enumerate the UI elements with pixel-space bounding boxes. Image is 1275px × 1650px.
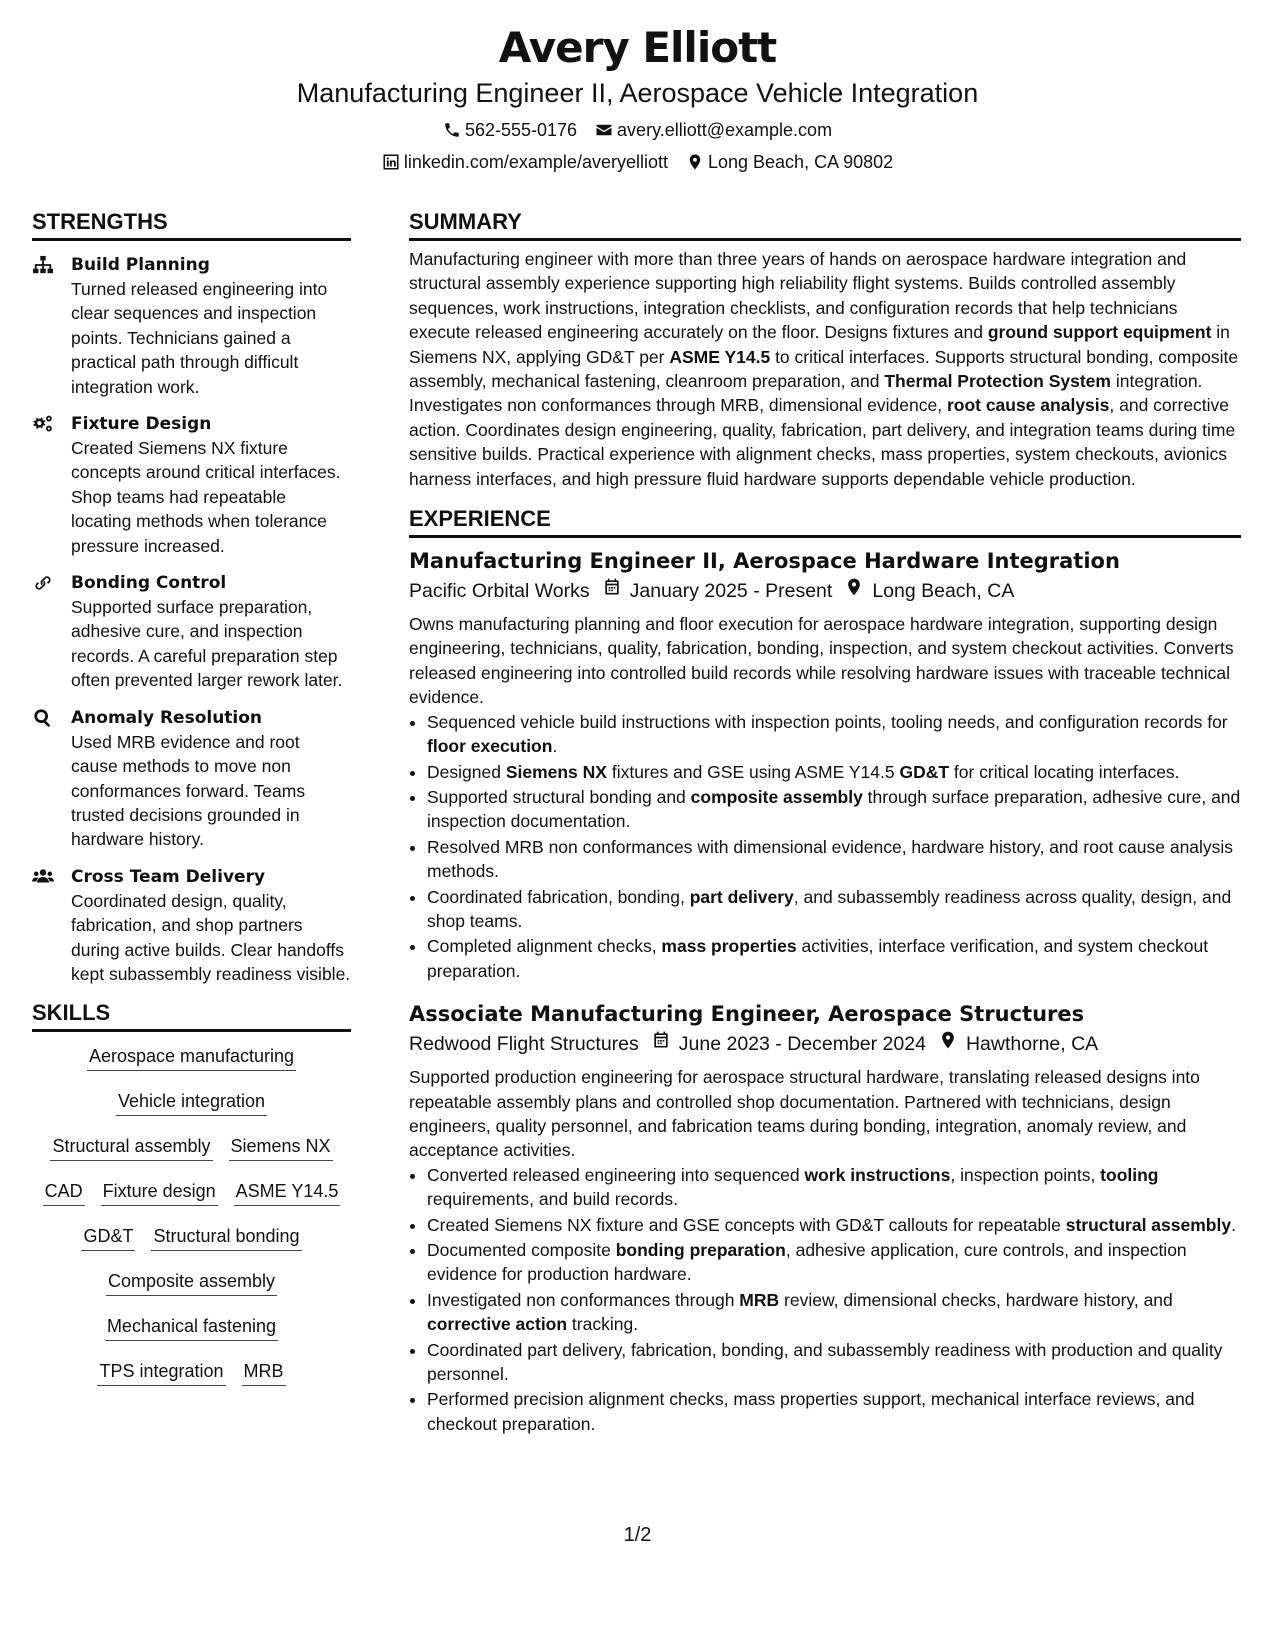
skill-tag: Composite assembly xyxy=(106,1267,277,1296)
contact-line-2 xyxy=(0,150,1275,174)
text-segment: Investigated non conformances through xyxy=(427,1289,740,1310)
job-bullet xyxy=(427,1238,1241,1287)
skill-tag: Fixture design xyxy=(101,1177,218,1206)
strength-heading: Bonding Control xyxy=(71,573,227,594)
location-text: Long Beach, CA 90802 xyxy=(707,152,894,172)
text-segment: Resolved MRB non conformances with dimensional evidence, hardware history, and root cause analysis methods. xyxy=(427,836,1234,882)
page-number: 1/2 xyxy=(623,1524,652,1546)
bold-keyword: corrective action xyxy=(427,1314,568,1335)
strength-heading: Build Planning xyxy=(71,255,210,275)
text-segment: to critical interfaces. Supports structural bonding, composite assembly, mechanical fastening, cleanroom preparation, and xyxy=(409,346,1239,392)
linkedin-url[interactable]: linkedin.com/example/averyelliott xyxy=(403,152,668,172)
text-segment: , adhesive application, cure controls, and inspection evidence for production hardware. xyxy=(427,1240,1187,1285)
job-bullet xyxy=(427,760,1241,784)
skill-tag: CAD xyxy=(43,1177,85,1206)
skill-tag: Mechanical fastening xyxy=(105,1312,278,1341)
bold-keyword: composite assembly xyxy=(690,786,863,807)
strength-text: Turned released engineering into clear sequences and inspection points. Technicians gained a practical path through difficult integration work. xyxy=(71,279,328,397)
job-meta xyxy=(409,1029,1241,1059)
left-column xyxy=(32,208,351,1402)
skill-tag: Structural bonding xyxy=(151,1222,301,1251)
experience-title: EXPERIENCE xyxy=(409,505,1241,538)
text-segment: , inspection points, xyxy=(950,1164,1101,1185)
strength-text: Supported surface preparation, adhesive cure, and inspection records. A careful preparation step often prevented larger rework later. xyxy=(71,597,343,691)
strengths-section xyxy=(32,208,351,986)
job-location: Hawthorne, CA xyxy=(938,1029,1098,1059)
text-segment: in Siemens NX, applying GD&T per xyxy=(409,322,1230,367)
job-bullet xyxy=(427,934,1241,983)
bold-keyword: root cause analysis xyxy=(946,395,1110,416)
strength-heading: Anomaly Resolution xyxy=(71,707,263,728)
skill-row xyxy=(50,1132,332,1177)
text-segment: through surface preparation, adhesive cure, and inspection documentation. xyxy=(427,786,1241,832)
job-title: Associate Manufacturing Engineer, Aerospace Structures xyxy=(409,1002,1085,1027)
contact-line-1 xyxy=(0,118,1275,142)
bold-keyword: part delivery xyxy=(689,886,794,907)
strength-item xyxy=(32,865,351,987)
skill-tag: MRB xyxy=(242,1357,286,1386)
text-segment: for critical locating interfaces. xyxy=(949,761,1180,782)
bold-keyword: structural assembly xyxy=(1065,1214,1232,1235)
map-pin-icon xyxy=(938,1029,958,1059)
strength-item xyxy=(32,253,351,399)
map-pin-icon xyxy=(686,153,704,171)
skill-tag: Aerospace manufacturing xyxy=(87,1042,296,1071)
gears-icon xyxy=(32,414,56,434)
skills-list xyxy=(32,1042,351,1402)
strengths-list xyxy=(32,253,351,986)
text-segment: . xyxy=(552,736,558,757)
map-pin-icon xyxy=(844,576,864,606)
text-segment: Supported structural bonding and xyxy=(427,786,691,807)
company-name: Redwood Flight Structures xyxy=(409,1033,639,1056)
text-segment: . xyxy=(1231,1214,1236,1235)
summary-text xyxy=(409,247,1241,491)
text-segment: fixtures and GSE using ASME Y14.5 xyxy=(606,761,900,782)
job-bullets xyxy=(409,1163,1241,1436)
skill-tag: Siemens NX xyxy=(229,1132,333,1161)
bold-keyword: mass properties xyxy=(661,936,797,957)
skill-row xyxy=(81,1222,301,1267)
job-bullet xyxy=(427,885,1241,934)
job-bullet xyxy=(427,1213,1241,1237)
bold-keyword: GD&T xyxy=(899,761,950,782)
text-segment: activities, interface verification, and system checkout preparation. xyxy=(427,936,1209,981)
skill-tag: TPS integration xyxy=(97,1357,225,1386)
jobs-list xyxy=(409,546,1241,1436)
skill-row xyxy=(116,1087,267,1132)
envelope-icon xyxy=(595,121,613,139)
users-icon xyxy=(32,867,56,887)
strength-text: Coordinated design, quality, fabrication, and shop partners during active builds. Clear handoffs kept subassembly readiness visible. xyxy=(71,890,351,984)
bold-keyword: Siemens NX xyxy=(505,761,607,782)
calendar-icon xyxy=(602,576,622,606)
job-bullet xyxy=(427,835,1241,884)
phone-icon xyxy=(443,121,461,139)
email-address[interactable]: avery.elliott@example.com xyxy=(617,120,833,140)
job-bullet xyxy=(427,710,1241,759)
job-description: Owns manufacturing planning and floor execution for aerospace hardware integration, supporting design engineering, technicians, quality, fabrication, bonding, inspection, and system checkout activities. Converts released engineering into controlled build records while resolving hardware issues with traceable technical evidence. xyxy=(409,614,1234,708)
phone-number: 562-555-0176 xyxy=(464,120,578,140)
job-entry xyxy=(409,546,1241,983)
job-bullet xyxy=(427,1387,1241,1436)
text-segment: Performed precision alignment checks, mass properties support, mechanical interface reviews, and checkout preparation. xyxy=(427,1389,1195,1434)
skills-title: SKILLS xyxy=(32,999,351,1032)
text-segment: Sequenced vehicle build instructions with inspection points, tooling needs, and configuration records for xyxy=(427,711,1228,732)
calendar-icon xyxy=(651,1029,671,1059)
linkedin-contact[interactable] xyxy=(382,150,668,174)
strength-item xyxy=(32,706,351,852)
skill-tag: Structural assembly xyxy=(50,1132,212,1161)
bold-keyword: Thermal Protection System xyxy=(884,371,1111,392)
text-segment: review, dimensional checks, hardware history, and xyxy=(779,1289,1173,1310)
skills-section xyxy=(32,999,351,1402)
strength-heading: Fixture Design xyxy=(71,414,212,435)
skill-row xyxy=(43,1177,341,1222)
skill-tag: ASME Y14.5 xyxy=(234,1177,341,1206)
link-icon xyxy=(32,573,56,593)
email-contact[interactable] xyxy=(595,118,832,142)
job-entry xyxy=(409,999,1241,1436)
text-segment: integration. Investigates non conformances through MRB, dimensional evidence, xyxy=(409,371,1203,416)
job-bullets xyxy=(409,710,1241,983)
job-bullet xyxy=(427,1288,1241,1337)
resume-header xyxy=(0,22,1275,174)
strength-text: Created Siemens NX fixture concepts around critical interfaces. Shop teams had repeatable locating methods when tolerance pressure increased. xyxy=(71,438,341,556)
job-bullet xyxy=(427,1338,1241,1387)
strength-text: Used MRB evidence and root cause methods to move non conformances forward. Teams trusted decisions grounded in hardware history. xyxy=(71,731,306,850)
text-segment: Coordinated fabrication, bonding, xyxy=(427,886,690,907)
skill-row xyxy=(106,1267,277,1312)
bold-keyword: MRB xyxy=(739,1289,780,1310)
job-title: Manufacturing Engineer II, Aerospace Hardware Integration xyxy=(409,549,1120,574)
skill-tag: Vehicle integration xyxy=(116,1087,267,1116)
candidate-title: Manufacturing Engineer II, Aerospace Vehicle Integration xyxy=(296,78,979,108)
job-bullet xyxy=(427,785,1241,834)
bold-keyword: ASME Y14.5 xyxy=(669,346,771,367)
bold-keyword: bonding preparation xyxy=(615,1240,786,1260)
job-location: Long Beach, CA xyxy=(844,576,1014,606)
job-description: Supported production engineering for aerospace structural hardware, translating released designs into repeatable assembly plans and controlled shop documentation. Partnered with technicians, design engineers, quality personnel, and fabrication teams during bonding, integration, anomaly review, and acceptance activities. xyxy=(409,1067,1200,1161)
experience-section xyxy=(409,505,1241,1436)
bold-keyword: ground support equipment xyxy=(987,322,1212,343)
job-dates: January 2025 - Present xyxy=(602,576,833,606)
text-segment: Created Siemens NX fixture and GSE concepts with GD&T callouts for repeatable xyxy=(427,1214,1066,1235)
text-segment: Manufacturing engineer with more than three years of hands on aerospace hardware integration and structural assembly experience supporting high reliability flight systems. Builds controlled assembly sequences, work instructions, integration checklists, and configuration records that help technicians execute released engineering accurately on the floor. Designs fixtures and xyxy=(409,249,1187,343)
job-meta xyxy=(409,576,1241,606)
job-dates: June 2023 - December 2024 xyxy=(651,1029,926,1059)
strengths-title: STRENGTHS xyxy=(32,208,351,241)
skill-row xyxy=(87,1042,296,1087)
summary-title: SUMMARY xyxy=(409,208,1241,241)
sitemap-icon xyxy=(32,255,56,275)
search-icon xyxy=(32,708,56,728)
summary-section xyxy=(409,208,1241,491)
right-column xyxy=(409,208,1241,1437)
bold-keyword: tooling xyxy=(1100,1164,1159,1185)
skill-tag: GD&T xyxy=(81,1222,135,1251)
text-segment: , and corrective action. Coordinates design engineering, quality, fabrication, part delivery, and integration teams during time sensitive builds. Practical experience with alignment checks, mass properties, system checkouts, avionics harness interfaces, and high pressure fluid hardware supports dependable vehicle production. xyxy=(409,395,1236,489)
text-segment: Designed xyxy=(427,761,506,782)
job-bullet xyxy=(427,1163,1241,1212)
strength-item xyxy=(32,412,351,558)
skill-row xyxy=(97,1357,285,1402)
strength-heading: Cross Team Delivery xyxy=(71,866,266,887)
bold-keyword: work instructions xyxy=(804,1164,951,1185)
text-segment: Completed alignment checks, xyxy=(427,936,662,957)
bold-keyword: floor execution xyxy=(427,736,553,757)
text-segment: requirements, and build records. xyxy=(427,1189,678,1210)
text-segment: Coordinated part delivery, fabrication, bonding, and subassembly readiness with production and quality personnel. xyxy=(427,1339,1223,1385)
strength-item xyxy=(32,571,351,693)
text-segment: Documented composite xyxy=(427,1240,616,1260)
text-segment: , and subassembly readiness across quality, design, and shop teams. xyxy=(427,886,1232,931)
linkedin-icon xyxy=(382,153,400,171)
company-name: Pacific Orbital Works xyxy=(409,580,590,603)
candidate-name: Avery Elliott xyxy=(498,23,777,72)
skill-row xyxy=(105,1312,278,1357)
location-contact xyxy=(686,150,893,174)
text-segment: tracking. xyxy=(567,1314,639,1335)
text-segment: Converted released engineering into sequenced xyxy=(427,1164,805,1185)
phone-contact xyxy=(443,118,577,142)
